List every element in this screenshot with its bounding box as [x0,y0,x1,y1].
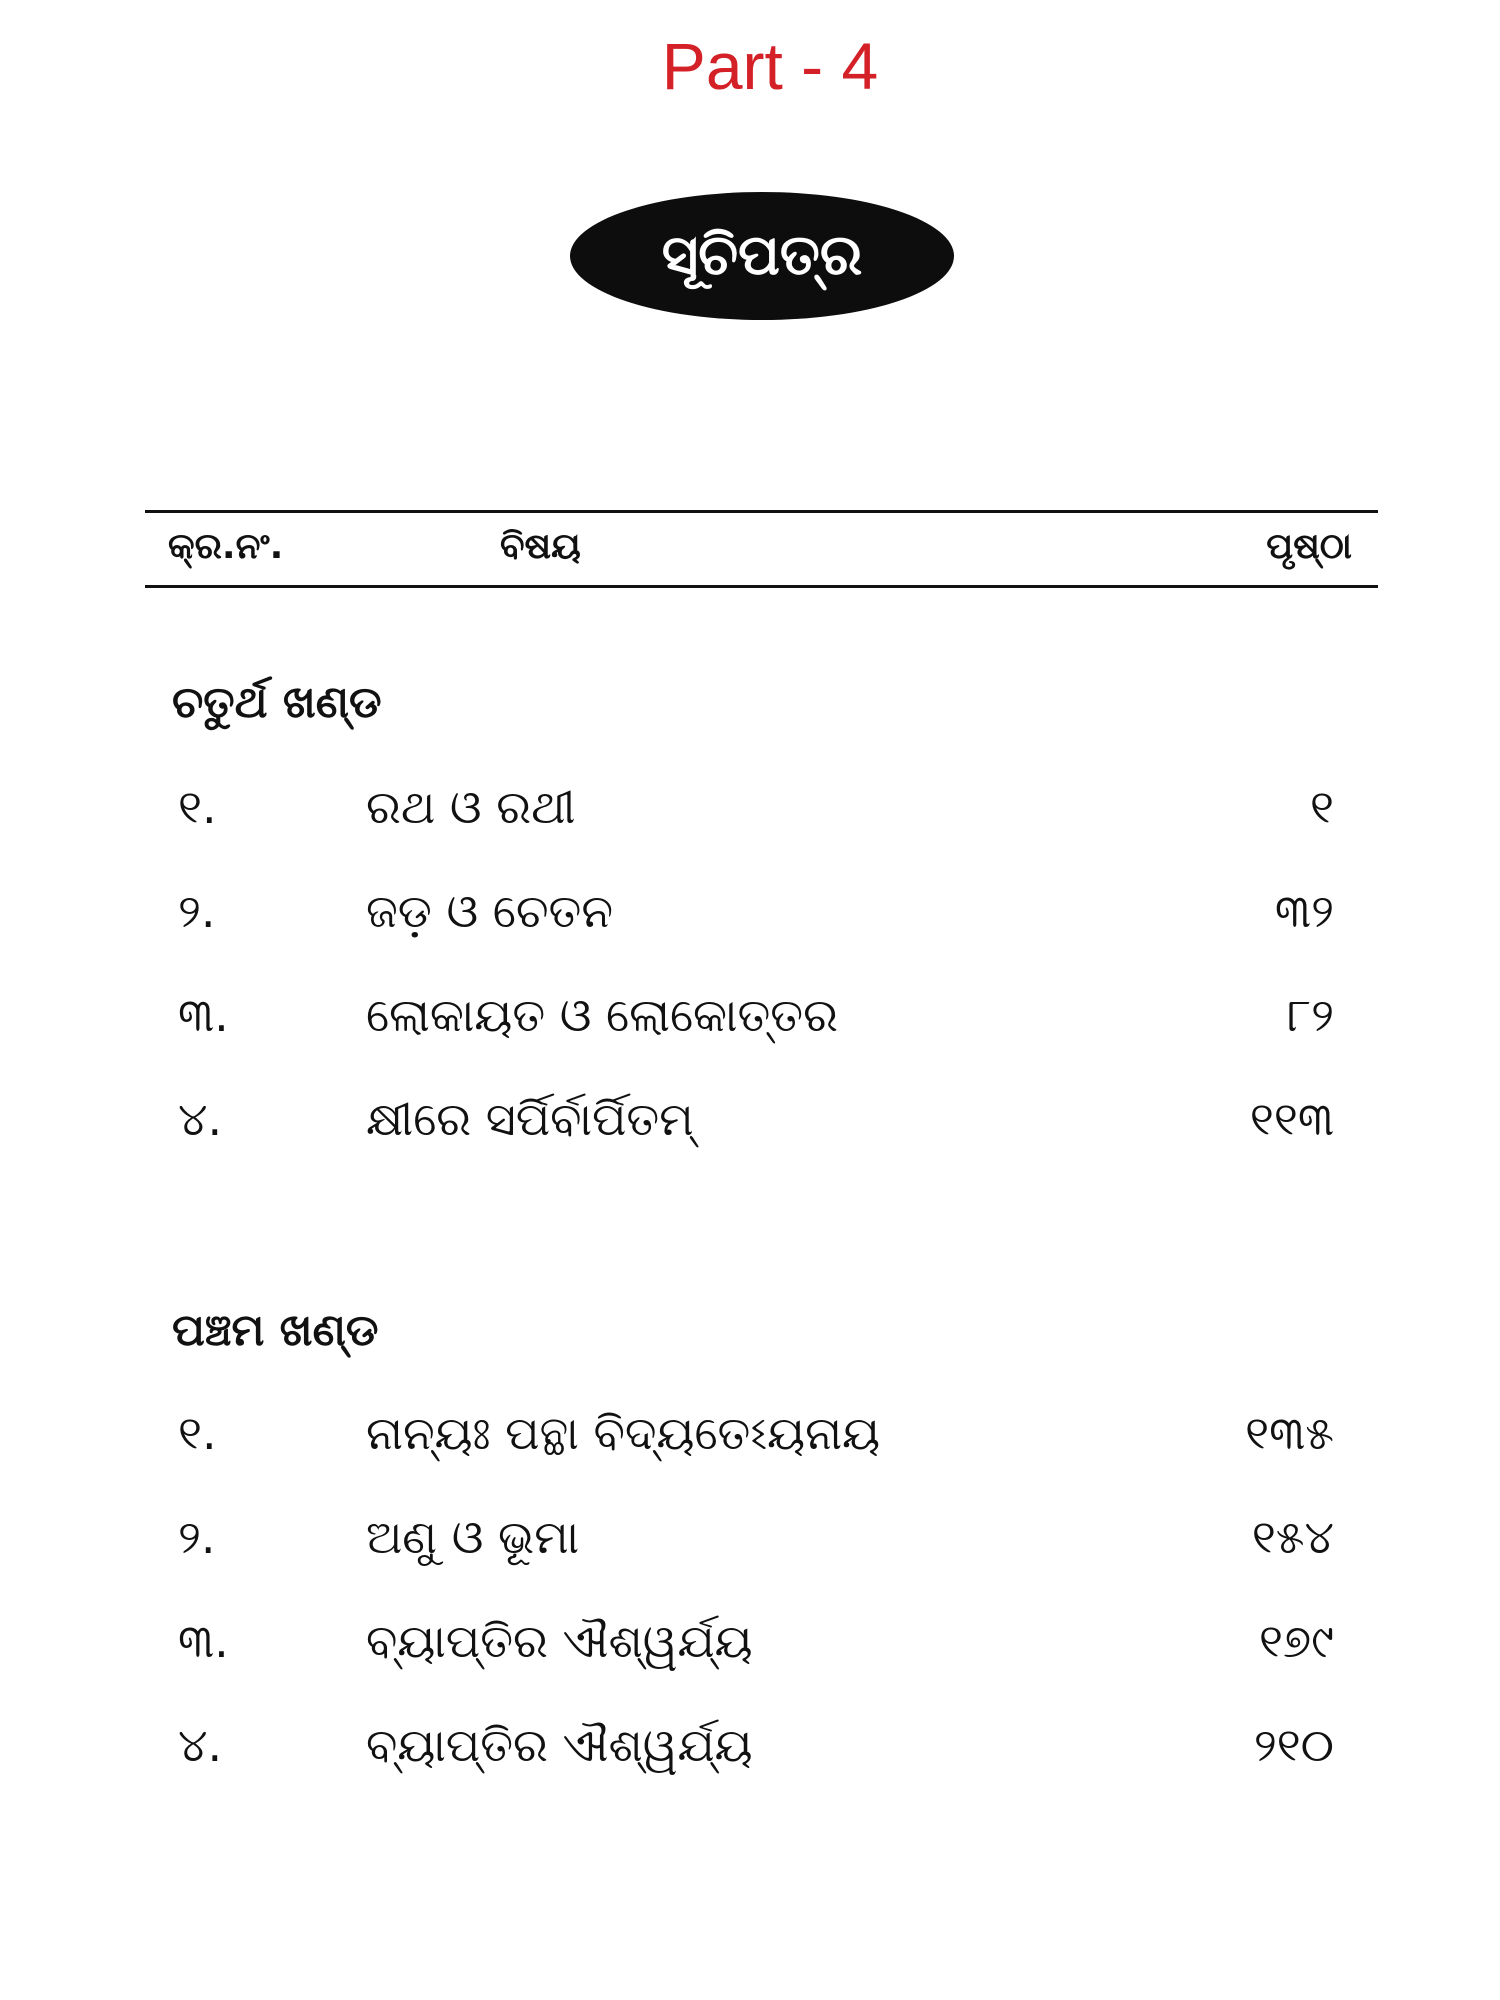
row-page: ୧୧୩ [1249,1092,1334,1146]
row-subject: ବ୍ୟାପ୍ତିର ଐଶ୍ୱର୍ଯ୍ୟ [366,1718,753,1772]
row-number: ୧. [178,780,217,834]
row-page: ୧୫୪ [1251,1510,1334,1564]
row-number: ୩. [178,988,229,1042]
page-title: ସୂଚିପତ୍ର [661,223,863,288]
row-number: ୩. [178,1614,229,1668]
header-page: ପୃଷ୍ଠା [1266,526,1352,567]
toc-row [0,1718,1500,1778]
row-page: ୧ [1310,780,1334,834]
toc-row [0,884,1500,944]
row-page: ୩୨ [1274,884,1334,938]
row-subject: ନାନ୍ୟଃ ପନ୍ଥା ବିଦ୍ୟତେଽୟନାୟ [366,1406,881,1460]
toc-row [0,1510,1500,1570]
row-page: ୧୭୯ [1259,1614,1334,1668]
header-serial-number: କ୍ର.ନଂ. [168,526,284,567]
toc-row [0,780,1500,840]
row-subject: କ୍ଷୀରେ ସର୍ପିର୍ବାର୍ପିତମ୍ [366,1092,694,1146]
row-number: ୧. [178,1406,217,1460]
toc-row [0,988,1500,1048]
row-subject: ବ୍ୟାପ୍ତିର ଐଶ୍ୱର୍ଯ୍ୟ [366,1614,753,1668]
row-number: ୪. [178,1092,223,1146]
row-subject: ଲୋକାୟତ ଓ ଲୋକୋତ୍ତର [366,988,838,1042]
toc-row [0,1614,1500,1674]
row-page: ୧୩୫ [1245,1406,1334,1460]
part-label: Part - 4 [661,29,879,103]
row-subject: ଅଣୁ ଓ ଭୂମା [366,1510,580,1564]
row-page: ୮୨ [1287,988,1334,1042]
title-badge [570,192,954,320]
row-page: ୨୧୦ [1253,1718,1334,1772]
row-number: ୪. [178,1718,223,1772]
header-subject: ବିଷୟ [500,526,581,567]
row-number: ୨. [178,1510,216,1564]
toc-row [0,1406,1500,1466]
section-title: ଚତୁର୍ଥ ଖଣ୍ଡ [172,677,382,728]
row-subject: ରଥ ଓ ରଥୀ [366,780,576,834]
row-subject: ଜଡ଼ ଓ ଚେତନ [366,884,614,938]
header-top-rule [145,510,1378,513]
header-bottom-rule [145,585,1378,588]
row-number: ୨. [178,884,216,938]
toc-row [0,1092,1500,1152]
section-title: ପଞ୍ଚମ ଖଣ୍ଡ [172,1305,379,1356]
